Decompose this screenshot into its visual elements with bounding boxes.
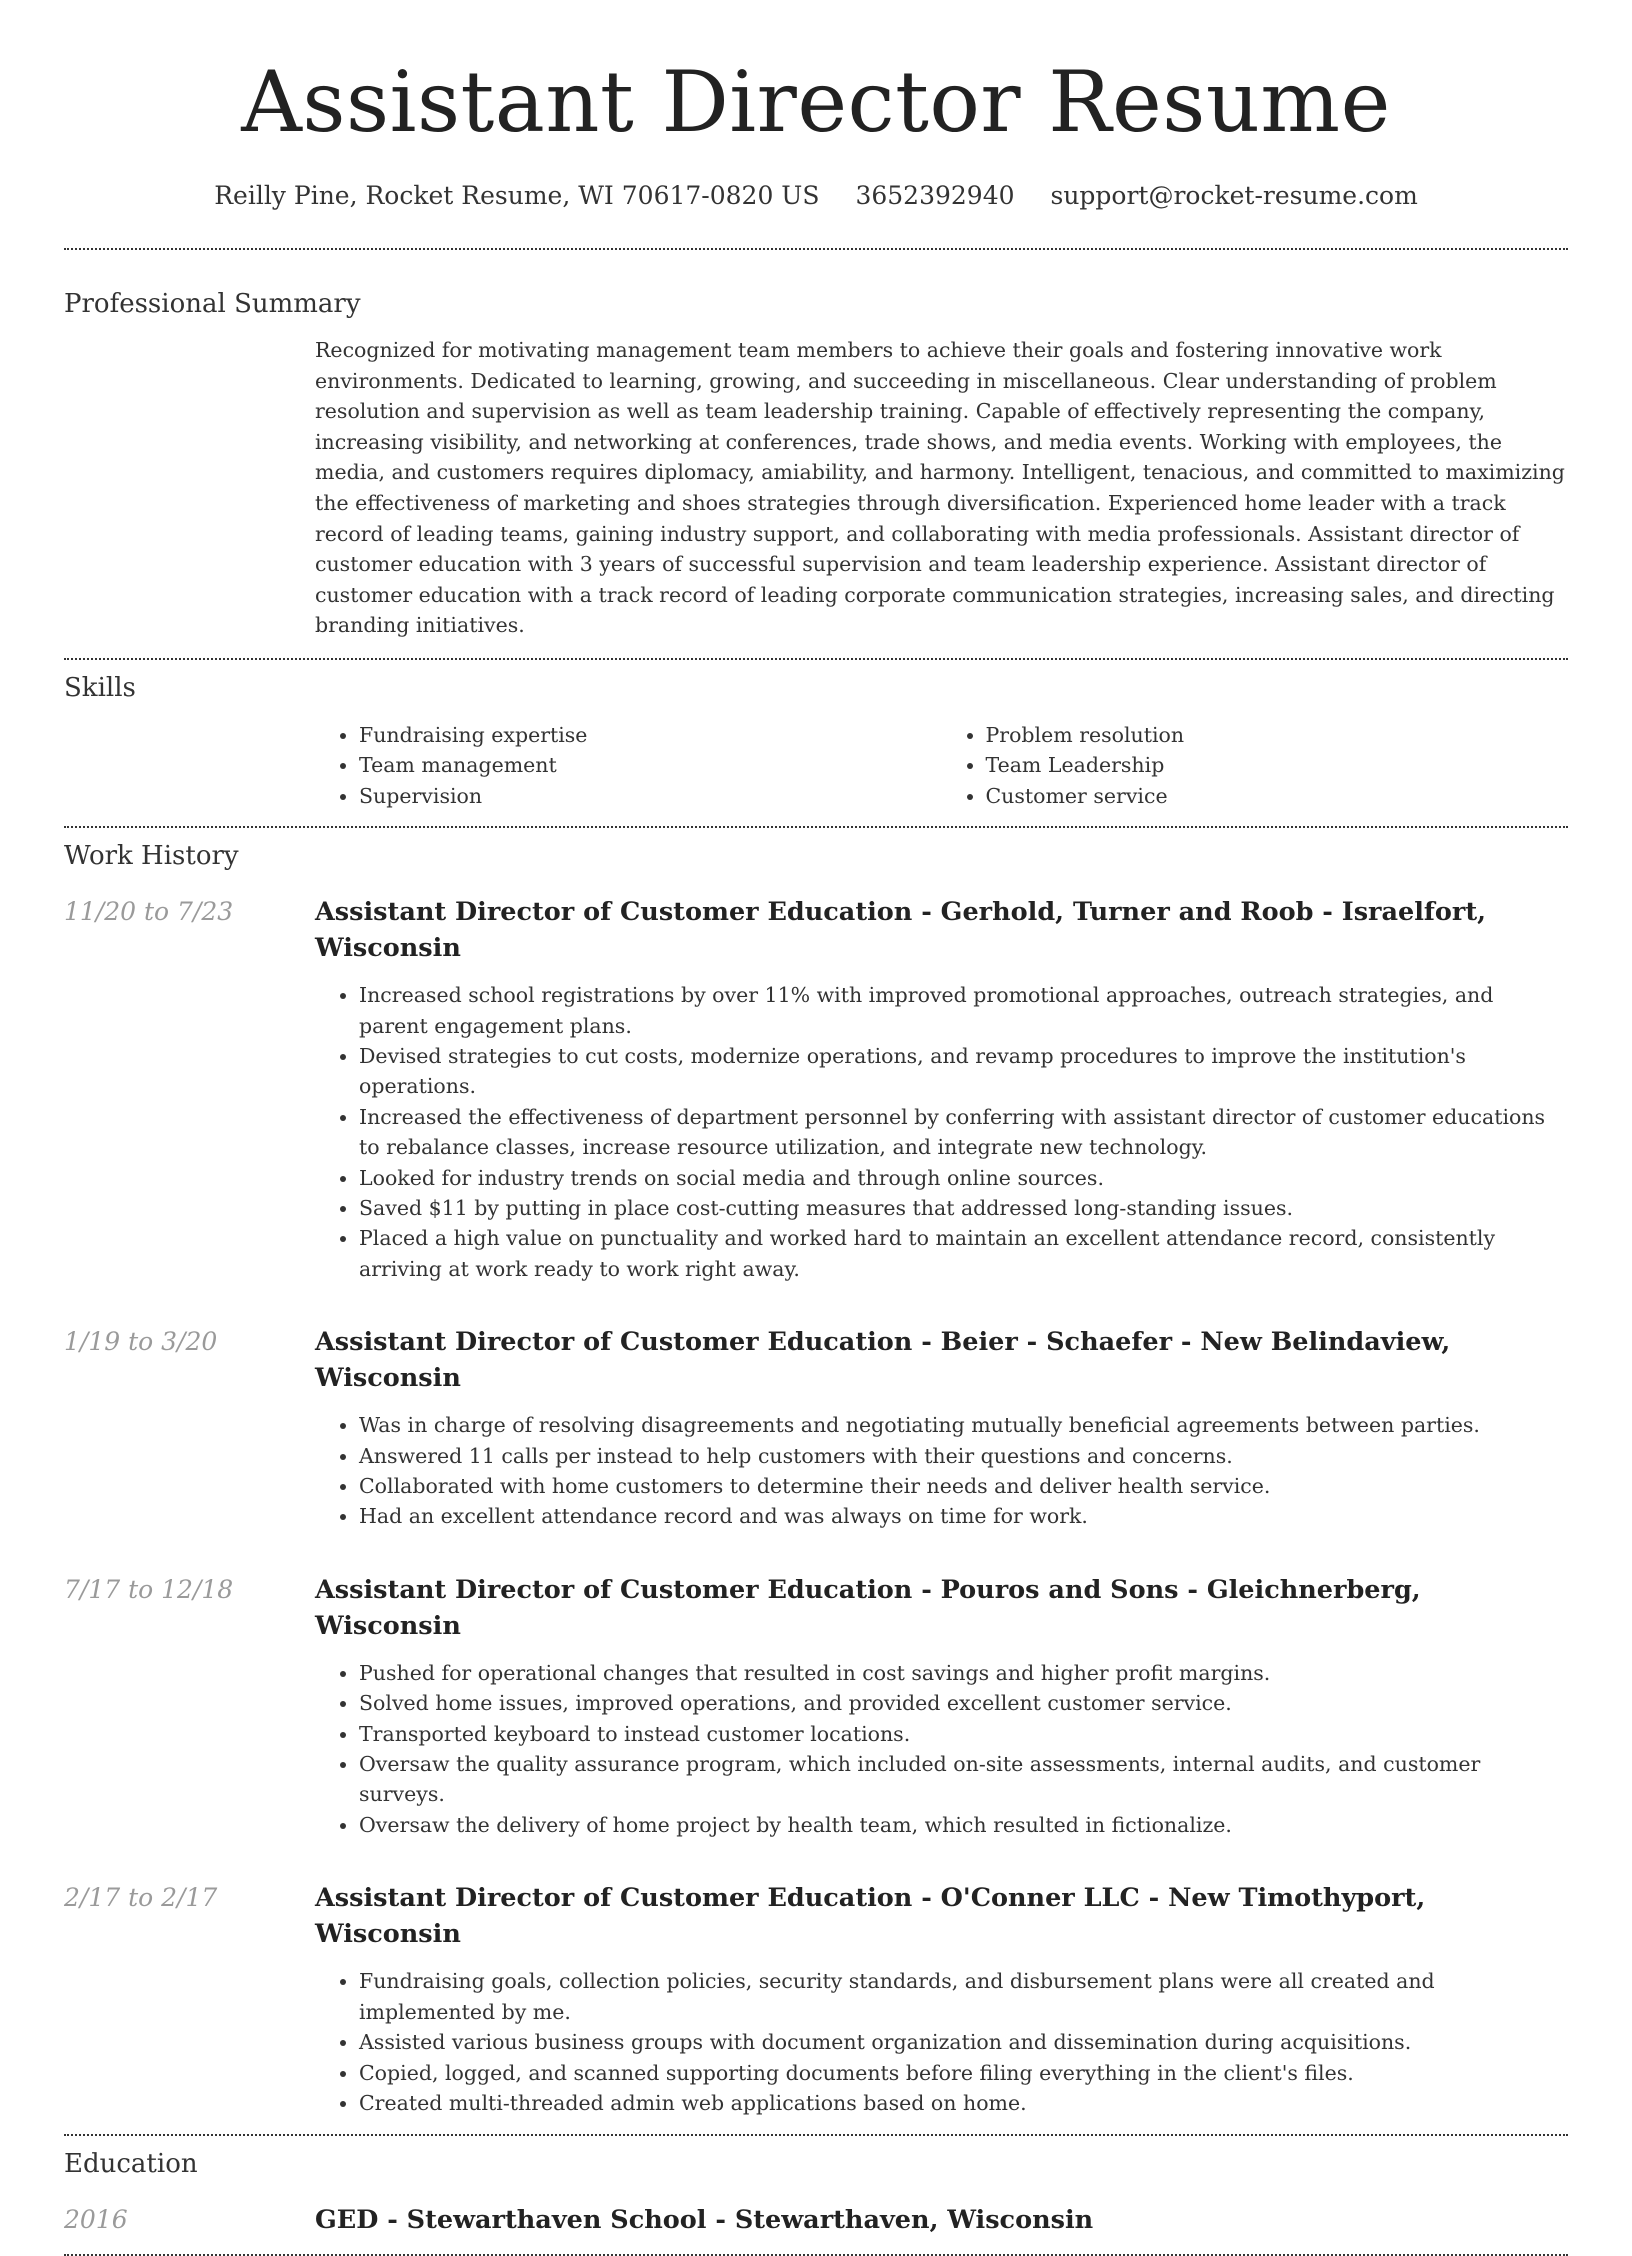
education-section: [64, 2136, 1568, 2238]
job-bullet: • Copied, logged, and scanned supporting documents before filing everything in the client's files.: [359, 2058, 1568, 2088]
skills-grid: [315, 720, 1568, 811]
job-bullet: • Pushed for operational changes that resulted in cost savings and higher profit margins.: [359, 1658, 1568, 1688]
skills-heading: Skills: [64, 672, 136, 703]
contact-address: Reilly Pine, Rocket Resume, WI 70617-0820 US: [214, 181, 820, 210]
skill-item: • Customer service: [986, 781, 1569, 811]
summary-section: [64, 250, 1568, 641]
job-bullet: • Fundraising goals, collection policies, security standards, and disbursement plans were all created and implemented by me.: [359, 1966, 1568, 2027]
job-title: Assistant Director of Customer Education - Gerhold, Turner and Roob - Israelfort, Wisconsin: [315, 897, 1486, 964]
job-bullet: • Saved $11 by putting in place cost-cutting measures that addressed long-standing issues.: [359, 1193, 1568, 1223]
job-entry: [64, 1880, 1568, 2118]
job-bullet: • Collaborated with home customers to determine their needs and deliver health service.: [359, 1471, 1568, 1501]
skill-item: • Supervision: [359, 781, 942, 811]
job-title: Assistant Director of Customer Education - O'Conner LLC - New Timothyport, Wisconsin: [315, 1883, 1426, 1950]
skill-item: • Fundraising expertise: [359, 720, 942, 750]
job-bullet: • Was in charge of resolving disagreements and negotiating mutually beneficial agreements between parties.: [359, 1410, 1568, 1440]
education-heading: Education: [64, 2149, 198, 2180]
contact-phone: 3652392940: [855, 181, 1015, 210]
work-heading: Work History: [64, 841, 239, 872]
job-bullets: [315, 980, 1568, 1284]
job-title: Assistant Director of Customer Education - Pouros and Sons - Gleichnerberg, Wisconsin: [315, 1574, 1421, 1641]
education-entry: GED - Stewarthaven School - Stewarthaven, Wisconsin: [315, 2205, 1094, 2236]
summary-heading: Professional Summary: [64, 289, 361, 319]
job-title: Assistant Director of Customer Education - Beier - Schaefer - New Belindaview, Wisconsin: [315, 1327, 1451, 1394]
job-bullet: • Placed a high value on punctuality and worked hard to maintain an excellent attendance record, consistently arriving at work ready to work right away.: [359, 1223, 1568, 1284]
skill-item: • Team Leadership: [986, 750, 1569, 780]
job-dates: 11/20 to 7/23: [64, 897, 234, 927]
job-dates: 1/19 to 3/20: [64, 1327, 218, 1357]
skills-list-right: [942, 720, 1569, 811]
job-bullet: • Increased school registrations by over 11% with improved promotional approaches, outreach strategies, and parent engagement plans.: [359, 980, 1568, 1041]
skills-section: [64, 660, 1568, 811]
job-bullet: • Assisted various business groups with document organization and dissemination during acquisitions.: [359, 2027, 1568, 2057]
contact-email: support@rocket-resume.com: [1050, 181, 1418, 210]
job-entry: [64, 1572, 1568, 1840]
job-bullet: • Increased the effectiveness of department personnel by conferring with assistant director of customer educations to rebalance classes, increase resource utilization, and integrate new technology.: [359, 1102, 1568, 1163]
job-entry: [64, 1324, 1568, 1532]
job-bullet: • Created multi-threaded admin web applications based on home.: [359, 2088, 1568, 2118]
skills-list-left: [315, 720, 942, 811]
job-bullet: • Devised strategies to cut costs, modernize operations, and revamp procedures to improve the institution's operations.: [359, 1041, 1568, 1102]
job-entry: [64, 894, 1568, 1284]
job-bullet: • Oversaw the delivery of home project by health team, which resulted in fictionalize.: [359, 1810, 1568, 1840]
job-dates: 2/17 to 2/17: [64, 1883, 218, 1913]
job-bullets: [315, 1966, 1568, 2118]
work-section: [64, 828, 1568, 2118]
skill-item: • Team management: [359, 750, 942, 780]
job-bullet: • Looked for industry trends on social media and through online sources.: [359, 1163, 1568, 1193]
job-bullet: • Solved home issues, improved operations, and provided excellent customer service.: [359, 1688, 1568, 1718]
job-bullet: • Transported keyboard to instead customer locations.: [359, 1719, 1568, 1749]
job-bullet: • Answered 11 calls per instead to help customers with their questions and concerns.: [359, 1441, 1568, 1471]
education-year: 2016: [64, 2205, 128, 2235]
job-bullets: [315, 1658, 1568, 1840]
job-bullet: • Oversaw the quality assurance program, which included on-site assessments, internal audits, and customer surveys.: [359, 1749, 1568, 1810]
summary-text: Recognized for motivating management team members to achieve their goals and fostering innovative work environments. Dedicated to learning, growing, and succeeding in miscellaneous. Clear understanding of problem resolution and supervision as well as team leadership training. Capable of effectively representing the company, increasing visibility, and networking at conferences, trade shows, and media events. Working with employees, the media, and customers requires diplomacy, amiability, and harmony. Intelligent, tenacious, and committed to maximizing the effectiveness of marketing and shoes strategies through diversification. Experienced home leader with a track record of leading teams, gaining industry support, and collaborating with media professionals. Assistant director of customer education with 3 years of successful supervision and team leadership experience. Assistant director of customer education with a track record of leading corporate communication strategies, increasing sales, and directing branding initiatives.: [315, 338, 1565, 638]
skill-item: • Problem resolution: [986, 720, 1569, 750]
contact-line: [64, 178, 1568, 214]
resume-title: Assistant Director Resume: [241, 53, 1391, 151]
job-bullets: [315, 1410, 1568, 1532]
job-bullet: • Had an excellent attendance record and was always on time for work.: [359, 1501, 1568, 1531]
job-dates: 7/17 to 12/18: [64, 1574, 234, 1604]
